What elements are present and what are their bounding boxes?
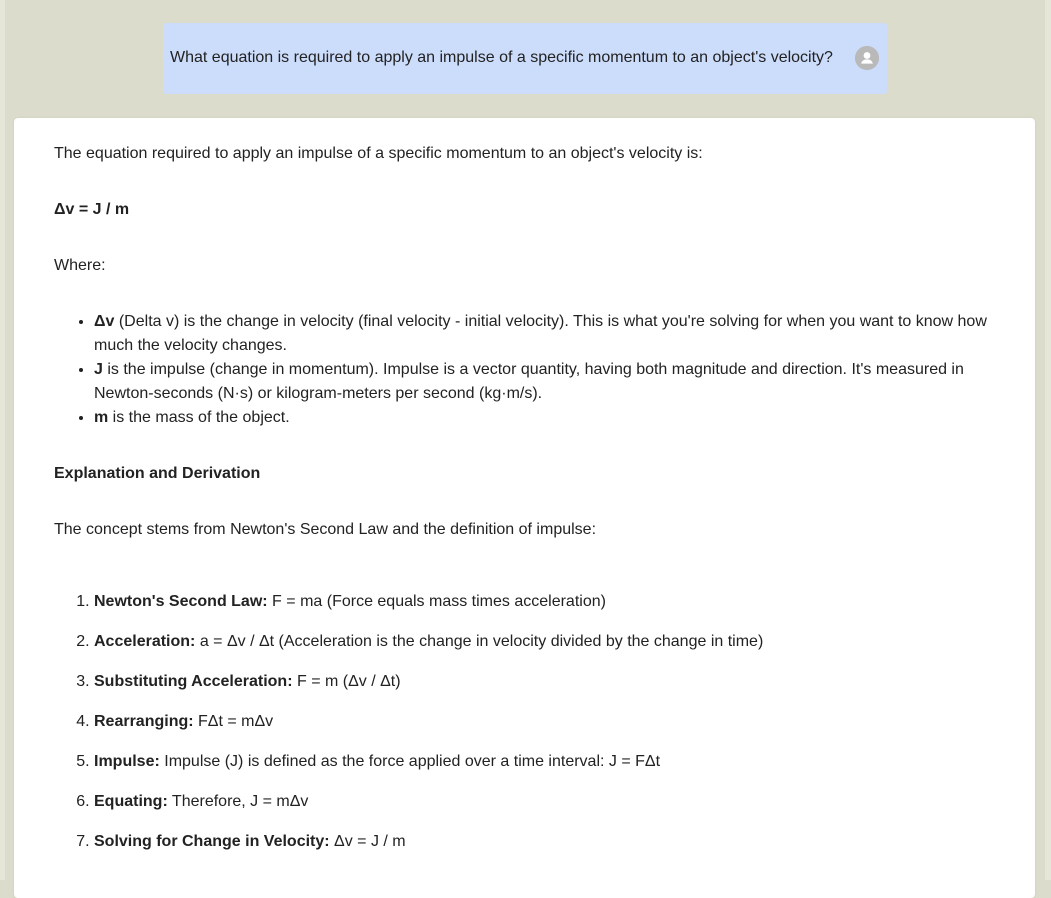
where-label: Where:: [54, 257, 106, 274]
step-label: Acceleration:: [94, 633, 196, 650]
answer-formula: Δv = J / m: [54, 201, 130, 218]
step-label: Substituting Acceleration:: [94, 673, 293, 690]
step-text: Δv = J / m: [329, 833, 406, 850]
definition-term: Δv: [94, 313, 115, 330]
step-label: Rearranging:: [94, 713, 194, 730]
step-text: Therefore, J = mΔv: [167, 793, 309, 810]
derivation-step: [94, 790, 1014, 814]
window-edge-right: [1045, 0, 1051, 880]
step-label: Equating:: [94, 793, 168, 810]
step-text: F = ma (Force equals mass times acceleration): [267, 593, 606, 610]
derivation-step: [94, 830, 1014, 854]
step-label: Newton's Second Law:: [94, 593, 268, 610]
derivation-step: [94, 590, 1014, 614]
derivation-step: [94, 670, 1014, 694]
assistant-message-content: [54, 142, 1014, 870]
window-edge-left: [0, 0, 5, 880]
user-avatar-icon: [855, 46, 879, 70]
derivation-step: [94, 710, 1014, 734]
user-message-text: What equation is required to apply an impulse of a specific momentum to an object's velocity?: [170, 49, 833, 66]
assistant-message-card: [14, 118, 1035, 898]
definition-term: J: [94, 361, 103, 378]
answer-intro: The equation required to apply an impulse of a specific momentum to an object's velocity is:: [54, 145, 703, 162]
definition-text: is the mass of the object.: [108, 409, 290, 426]
definition-text: is the impulse (change in momentum). Impulse is a vector quantity, having both magnitude and direction. It's measured in Newton-seconds (N·s) or kilogram-meters per second (kg·m/s).: [94, 361, 964, 402]
definition-item: [94, 358, 1014, 406]
definition-text: (Delta v) is the change in velocity (final velocity - initial velocity). This is what you're solving for when you want to know how much the velocity changes.: [94, 313, 987, 354]
derivation-step: [94, 750, 1014, 774]
definition-item: [94, 406, 1014, 430]
step-label: Solving for Change in Velocity:: [94, 833, 330, 850]
step-text: Impulse (J) is defined as the force applied over a time interval: J = FΔt: [159, 753, 661, 770]
definitions-list: [54, 310, 1014, 430]
step-text: a = Δv / Δt (Acceleration is the change in velocity divided by the change in time): [195, 633, 764, 650]
derivation-steps-list: [54, 590, 1014, 854]
step-label: Impulse:: [94, 753, 160, 770]
section-heading: Explanation and Derivation: [54, 465, 261, 482]
definition-term: m: [94, 409, 109, 426]
derivation-step: [94, 630, 1014, 654]
user-message-bubble: [163, 23, 887, 94]
step-text: FΔt = mΔv: [193, 713, 274, 730]
definition-item: [94, 310, 1014, 358]
step-text: F = m (Δv / Δt): [292, 673, 401, 690]
section-intro: The concept stems from Newton's Second Law and the definition of impulse:: [54, 521, 597, 538]
